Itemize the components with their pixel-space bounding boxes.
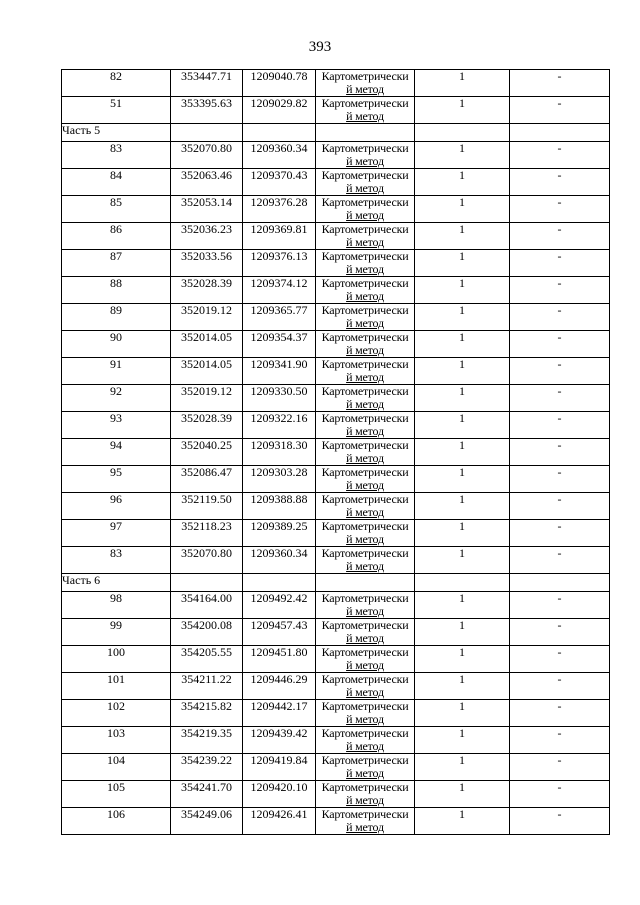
part-header-row <box>62 574 610 592</box>
y-coordinate-cell: 1209322.16 <box>243 412 316 439</box>
coordinates-table-body <box>62 70 610 835</box>
point-number-cell: 86 <box>62 223 171 250</box>
y-coordinate-cell: 1209439.42 <box>243 727 316 754</box>
method-cell <box>316 592 415 619</box>
y-coordinate-cell: 1209451.80 <box>243 646 316 673</box>
note-cell: - <box>510 169 610 196</box>
y-coordinate-cell: 1209330.50 <box>243 385 316 412</box>
table-row <box>62 70 610 97</box>
empty-cell <box>510 124 610 142</box>
method-cell <box>316 385 415 412</box>
method-cell <box>316 223 415 250</box>
point-number-cell: 51 <box>62 97 171 124</box>
x-coordinate-cell: 354205.55 <box>171 646 243 673</box>
table-row <box>62 727 610 754</box>
x-coordinate-cell: 354219.35 <box>171 727 243 754</box>
note-cell: - <box>510 520 610 547</box>
empty-cell <box>316 124 415 142</box>
table-row <box>62 493 610 520</box>
method-text-line1: Картометрически <box>321 699 409 713</box>
note-cell: - <box>510 70 610 97</box>
method-text-line2: й метод <box>346 109 384 123</box>
method-cell <box>316 97 415 124</box>
method-text-line1: Картометрически <box>321 546 409 560</box>
empty-cell <box>415 124 510 142</box>
y-coordinate-cell: 1209442.17 <box>243 700 316 727</box>
method-cell <box>316 466 415 493</box>
x-coordinate-cell: 352019.12 <box>171 385 243 412</box>
point-number-cell: 93 <box>62 412 171 439</box>
accuracy-cell: 1 <box>415 412 510 439</box>
point-number-cell: 105 <box>62 781 171 808</box>
method-text-line2: й метод <box>346 397 384 411</box>
method-text-line1: Картометрически <box>321 195 409 209</box>
note-cell: - <box>510 97 610 124</box>
method-cell <box>316 547 415 574</box>
x-coordinate-cell: 354239.22 <box>171 754 243 781</box>
y-coordinate-cell: 1209029.82 <box>243 97 316 124</box>
method-cell <box>316 169 415 196</box>
method-text-line2: й метод <box>346 658 384 672</box>
method-cell <box>316 277 415 304</box>
x-coordinate-cell: 352019.12 <box>171 304 243 331</box>
method-text-line1: Картометрически <box>321 465 409 479</box>
point-number-cell: 82 <box>62 70 171 97</box>
note-cell: - <box>510 493 610 520</box>
point-number-cell: 99 <box>62 619 171 646</box>
point-number-cell: 88 <box>62 277 171 304</box>
y-coordinate-cell: 1209341.90 <box>243 358 316 385</box>
part-label: Часть 6 <box>62 574 171 592</box>
y-coordinate-cell: 1209376.28 <box>243 196 316 223</box>
table-row <box>62 520 610 547</box>
accuracy-cell: 1 <box>415 97 510 124</box>
x-coordinate-cell: 352014.05 <box>171 331 243 358</box>
table-row <box>62 673 610 700</box>
accuracy-cell: 1 <box>415 250 510 277</box>
x-coordinate-cell: 354164.00 <box>171 592 243 619</box>
note-cell: - <box>510 142 610 169</box>
point-number-cell: 100 <box>62 646 171 673</box>
method-cell <box>316 520 415 547</box>
table-row <box>62 223 610 250</box>
method-cell <box>316 493 415 520</box>
accuracy-cell: 1 <box>415 331 510 358</box>
y-coordinate-cell: 1209318.30 <box>243 439 316 466</box>
x-coordinate-cell: 354215.82 <box>171 700 243 727</box>
method-text-line1: Картометрически <box>321 276 409 290</box>
method-cell <box>316 727 415 754</box>
accuracy-cell: 1 <box>415 592 510 619</box>
method-text-line2: й метод <box>346 766 384 780</box>
page-number: 393 <box>308 39 332 55</box>
note-cell: - <box>510 331 610 358</box>
note-cell: - <box>510 277 610 304</box>
point-number-cell: 106 <box>62 808 171 835</box>
accuracy-cell: 1 <box>415 646 510 673</box>
x-coordinate-cell: 352070.80 <box>171 547 243 574</box>
y-coordinate-cell: 1209426.41 <box>243 808 316 835</box>
note-cell: - <box>510 700 610 727</box>
y-coordinate-cell: 1209389.25 <box>243 520 316 547</box>
empty-cell <box>171 124 243 142</box>
table-row <box>62 385 610 412</box>
table-row <box>62 808 610 835</box>
note-cell: - <box>510 412 610 439</box>
method-text-line1: Картометрически <box>321 519 409 533</box>
note-cell: - <box>510 223 610 250</box>
method-cell <box>316 439 415 466</box>
method-text-line2: й метод <box>346 820 384 834</box>
point-number-cell: 103 <box>62 727 171 754</box>
method-cell <box>316 412 415 439</box>
note-cell: - <box>510 250 610 277</box>
method-cell <box>316 700 415 727</box>
method-text-line1: Картометрически <box>321 672 409 686</box>
table-row <box>62 331 610 358</box>
x-coordinate-cell: 352053.14 <box>171 196 243 223</box>
method-text-line1: Картометрически <box>321 492 409 506</box>
method-text-line1: Картометрически <box>321 807 409 821</box>
x-coordinate-cell: 352033.56 <box>171 250 243 277</box>
accuracy-cell: 1 <box>415 142 510 169</box>
x-coordinate-cell: 352040.25 <box>171 439 243 466</box>
x-coordinate-cell: 354211.22 <box>171 673 243 700</box>
accuracy-cell: 1 <box>415 808 510 835</box>
method-text-line2: й метод <box>346 604 384 618</box>
x-coordinate-cell: 352119.50 <box>171 493 243 520</box>
table-row <box>62 277 610 304</box>
method-text-line1: Картометрически <box>321 357 409 371</box>
part-header-row <box>62 124 610 142</box>
point-number-cell: 98 <box>62 592 171 619</box>
table-row <box>62 304 610 331</box>
note-cell: - <box>510 358 610 385</box>
method-text-line1: Картометрически <box>321 96 409 110</box>
x-coordinate-cell: 352086.47 <box>171 466 243 493</box>
y-coordinate-cell: 1209374.12 <box>243 277 316 304</box>
method-text-line1: Картометрически <box>321 411 409 425</box>
point-number-cell: 94 <box>62 439 171 466</box>
method-text-line2: й метод <box>346 685 384 699</box>
note-cell: - <box>510 385 610 412</box>
table-row <box>62 196 610 223</box>
method-text-line2: й метод <box>346 343 384 357</box>
x-coordinate-cell: 352028.39 <box>171 277 243 304</box>
note-cell: - <box>510 727 610 754</box>
y-coordinate-cell: 1209370.43 <box>243 169 316 196</box>
accuracy-cell: 1 <box>415 223 510 250</box>
accuracy-cell: 1 <box>415 304 510 331</box>
point-number-cell: 102 <box>62 700 171 727</box>
table-row <box>62 646 610 673</box>
method-text-line1: Картометрически <box>321 384 409 398</box>
accuracy-cell: 1 <box>415 466 510 493</box>
method-text-line2: й метод <box>346 793 384 807</box>
method-cell <box>316 808 415 835</box>
empty-cell <box>243 124 316 142</box>
table-row <box>62 619 610 646</box>
table-row <box>62 142 610 169</box>
y-coordinate-cell: 1209388.88 <box>243 493 316 520</box>
method-text-line1: Картометрически <box>321 168 409 182</box>
x-coordinate-cell: 352014.05 <box>171 358 243 385</box>
method-text-line1: Картометрически <box>321 330 409 344</box>
method-cell <box>316 304 415 331</box>
accuracy-cell: 1 <box>415 358 510 385</box>
method-text-line1: Картометрически <box>321 726 409 740</box>
method-text-line2: й метод <box>346 289 384 303</box>
point-number-cell: 104 <box>62 754 171 781</box>
x-coordinate-cell: 353395.63 <box>171 97 243 124</box>
accuracy-cell: 1 <box>415 439 510 466</box>
table-row <box>62 358 610 385</box>
method-cell <box>316 331 415 358</box>
method-text-line1: Картометрически <box>321 618 409 632</box>
accuracy-cell: 1 <box>415 673 510 700</box>
y-coordinate-cell: 1209420.10 <box>243 781 316 808</box>
method-text-line2: й метод <box>346 316 384 330</box>
method-cell <box>316 358 415 385</box>
note-cell: - <box>510 547 610 574</box>
accuracy-cell: 1 <box>415 754 510 781</box>
method-text-line2: й метод <box>346 262 384 276</box>
note-cell: - <box>510 196 610 223</box>
x-coordinate-cell: 354200.08 <box>171 619 243 646</box>
note-cell: - <box>510 646 610 673</box>
note-cell: - <box>510 592 610 619</box>
method-cell <box>316 754 415 781</box>
empty-cell <box>243 574 316 592</box>
method-text-line2: й метод <box>346 154 384 168</box>
y-coordinate-cell: 1209354.37 <box>243 331 316 358</box>
accuracy-cell: 1 <box>415 520 510 547</box>
x-coordinate-cell: 352036.23 <box>171 223 243 250</box>
method-text-line2: й метод <box>346 505 384 519</box>
method-text-line1: Картометрически <box>321 222 409 236</box>
y-coordinate-cell: 1209360.34 <box>243 547 316 574</box>
note-cell: - <box>510 304 610 331</box>
note-cell: - <box>510 754 610 781</box>
method-text-line1: Картометрически <box>321 438 409 452</box>
x-coordinate-cell: 352063.46 <box>171 169 243 196</box>
accuracy-cell: 1 <box>415 169 510 196</box>
accuracy-cell: 1 <box>415 196 510 223</box>
method-cell <box>316 196 415 223</box>
y-coordinate-cell: 1209492.42 <box>243 592 316 619</box>
method-cell <box>316 250 415 277</box>
method-text-line2: й метод <box>346 82 384 96</box>
point-number-cell: 101 <box>62 673 171 700</box>
x-coordinate-cell: 352028.39 <box>171 412 243 439</box>
x-coordinate-cell: 353447.71 <box>171 70 243 97</box>
point-number-cell: 96 <box>62 493 171 520</box>
accuracy-cell: 1 <box>415 385 510 412</box>
method-text-line2: й метод <box>346 712 384 726</box>
note-cell: - <box>510 673 610 700</box>
method-text-line2: й метод <box>346 739 384 753</box>
method-text-line2: й метод <box>346 235 384 249</box>
table-row <box>62 169 610 196</box>
note-cell: - <box>510 781 610 808</box>
empty-cell <box>510 574 610 592</box>
accuracy-cell: 1 <box>415 700 510 727</box>
y-coordinate-cell: 1209457.43 <box>243 619 316 646</box>
method-text-line2: й метод <box>346 478 384 492</box>
accuracy-cell: 1 <box>415 727 510 754</box>
accuracy-cell: 1 <box>415 493 510 520</box>
y-coordinate-cell: 1209376.13 <box>243 250 316 277</box>
table-row <box>62 754 610 781</box>
point-number-cell: 95 <box>62 466 171 493</box>
x-coordinate-cell: 352070.80 <box>171 142 243 169</box>
point-number-cell: 84 <box>62 169 171 196</box>
method-text-line1: Картометрически <box>321 303 409 317</box>
table-row <box>62 97 610 124</box>
method-text-line2: й метод <box>346 451 384 465</box>
y-coordinate-cell: 1209419.84 <box>243 754 316 781</box>
note-cell: - <box>510 808 610 835</box>
method-text-line1: Картометрически <box>321 141 409 155</box>
x-coordinate-cell: 354241.70 <box>171 781 243 808</box>
empty-cell <box>316 574 415 592</box>
note-cell: - <box>510 619 610 646</box>
y-coordinate-cell: 1209365.77 <box>243 304 316 331</box>
table-row <box>62 592 610 619</box>
point-number-cell: 89 <box>62 304 171 331</box>
empty-cell <box>415 574 510 592</box>
table-row <box>62 700 610 727</box>
accuracy-cell: 1 <box>415 277 510 304</box>
method-text-line1: Картометрически <box>321 69 409 83</box>
coordinates-table <box>61 69 610 835</box>
point-number-cell: 87 <box>62 250 171 277</box>
point-number-cell: 90 <box>62 331 171 358</box>
y-coordinate-cell: 1209369.81 <box>243 223 316 250</box>
x-coordinate-cell: 354249.06 <box>171 808 243 835</box>
table-row <box>62 466 610 493</box>
method-text-line2: й метод <box>346 181 384 195</box>
note-cell: - <box>510 439 610 466</box>
method-cell <box>316 673 415 700</box>
method-cell <box>316 619 415 646</box>
method-cell <box>316 646 415 673</box>
table-row <box>62 250 610 277</box>
method-cell <box>316 781 415 808</box>
point-number-cell: 83 <box>62 142 171 169</box>
method-text-line2: й метод <box>346 559 384 573</box>
method-text-line1: Картометрически <box>321 645 409 659</box>
note-cell: - <box>510 466 610 493</box>
y-coordinate-cell: 1209360.34 <box>243 142 316 169</box>
method-text-line2: й метод <box>346 370 384 384</box>
empty-cell <box>171 574 243 592</box>
method-text-line1: Картометрически <box>321 591 409 605</box>
method-text-line1: Картометрически <box>321 780 409 794</box>
method-text-line1: Картометрически <box>321 753 409 767</box>
method-cell <box>316 70 415 97</box>
table-row <box>62 439 610 466</box>
point-number-cell: 91 <box>62 358 171 385</box>
y-coordinate-cell: 1209040.78 <box>243 70 316 97</box>
method-text-line2: й метод <box>346 532 384 546</box>
accuracy-cell: 1 <box>415 70 510 97</box>
x-coordinate-cell: 352118.23 <box>171 520 243 547</box>
method-text-line2: й метод <box>346 424 384 438</box>
table-row <box>62 547 610 574</box>
y-coordinate-cell: 1209446.29 <box>243 673 316 700</box>
y-coordinate-cell: 1209303.28 <box>243 466 316 493</box>
part-label: Часть 5 <box>62 124 171 142</box>
point-number-cell: 85 <box>62 196 171 223</box>
table-row <box>62 412 610 439</box>
accuracy-cell: 1 <box>415 619 510 646</box>
point-number-cell: 92 <box>62 385 171 412</box>
point-number-cell: 97 <box>62 520 171 547</box>
point-number-cell: 83 <box>62 547 171 574</box>
accuracy-cell: 1 <box>415 781 510 808</box>
method-text-line2: й метод <box>346 208 384 222</box>
method-cell <box>316 142 415 169</box>
accuracy-cell: 1 <box>415 547 510 574</box>
method-text-line1: Картометрически <box>321 249 409 263</box>
table-row <box>62 781 610 808</box>
method-text-line2: й метод <box>346 631 384 645</box>
